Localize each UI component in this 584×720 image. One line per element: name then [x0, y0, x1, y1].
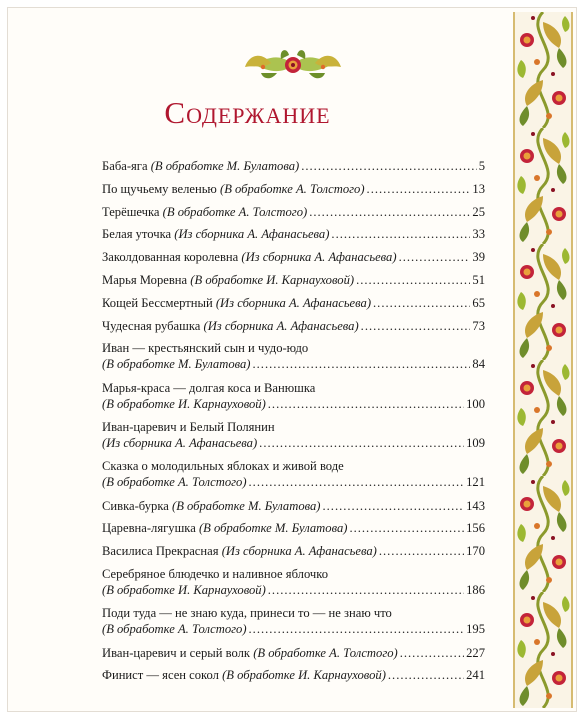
toc-entry: Марья-краса — долгая коса и Ванюшка (В обработке И. Карнауховой) ..... 100 — [102, 380, 485, 419]
toc-entry: Баба-яга (В обработке М. Булатова) ..... 5 — [102, 158, 485, 181]
toc-entry: Финист — ясен сокол (В обработке И. Карнауховой) ..... 241 — [102, 667, 485, 690]
toc-entry: Чудесная рубашка (Из сборника А. Афанасьева) ..... 73 — [102, 318, 485, 341]
page-number: 170 — [466, 544, 485, 559]
page-number: 100 — [466, 396, 485, 411]
page-number: 73 — [472, 318, 485, 333]
floral-ornament — [241, 45, 345, 85]
page-number: 51 — [472, 272, 485, 287]
folk-ornament-border — [513, 12, 573, 708]
toc-entry: Сказка о молодильных яблоках и живой воде (В обработке А. Толстого) ..... 121 — [102, 458, 485, 497]
toc-entry: Марья Моревна (В обработке И. Карнауховой) ..... 51 — [102, 272, 485, 295]
page-number: 227 — [466, 645, 485, 660]
toc-entry: Сивка-бурка (В обработке М. Булатова) ..... 143 — [102, 498, 485, 521]
page-number: 5 — [478, 159, 485, 173]
toc-entry: Иван-царевич и Белый Полянин (Из сборника А. Афанасьева) ..... 109 — [102, 419, 485, 458]
table-of-contents — [102, 158, 485, 690]
page-number: 84 — [472, 357, 485, 372]
toc-entry: Серебряное блюдечко и наливное яблочко (В обработке И. Карнауховой) ..... 186 — [102, 566, 485, 605]
toc-entry: Поди туда — не знаю куда, принеси то — не знаю что (В обработке А. Толстого) ..... 195 — [102, 605, 485, 644]
page-number: 186 — [466, 582, 485, 597]
toc-entry: Иван — крестьянский сын и чудо-юдо (В обработке М. Булатова) ..... 84 — [102, 340, 485, 379]
page-number: 33 — [472, 227, 485, 242]
page-number: 65 — [472, 295, 485, 310]
page-number: 195 — [466, 622, 485, 637]
toc-entry: По щучьему веленью (В обработке А. Толстого) ..... 13 — [102, 181, 485, 204]
page-number: 13 — [472, 181, 485, 196]
toc-entry: Заколдованная королевна (Из сборника А. Афанасьева) ..... 39 — [102, 249, 485, 272]
toc-entry: Иван-царевич и серый волк (В обработке А. Толстого) ..... 227 — [102, 645, 485, 668]
toc-entry: Кощей Бессмертный (Из сборника А. Афанасьева) ..... 65 — [102, 295, 485, 318]
toc-entry: Царевна-лягушка (В обработке М. Булатова) ..... 156 — [102, 520, 485, 543]
page-number: 143 — [466, 498, 485, 513]
page-number: 109 — [466, 435, 485, 450]
toc-entry: Василиса Прекрасная (Из сборника А. Афанасьева) ..... 170 — [102, 543, 485, 566]
toc-entry: Терёшечка (В обработке А. Толстого) ..... 25 — [102, 204, 485, 227]
page-title: Содержание — [164, 95, 331, 130]
page-number: 39 — [472, 250, 485, 265]
page-number: 156 — [466, 521, 485, 536]
toc-entry: Белая уточка (Из сборника А. Афанасьева) ..... 33 — [102, 226, 485, 249]
page-number: 121 — [466, 475, 485, 490]
page-number: 25 — [472, 204, 485, 219]
page-number: 241 — [466, 668, 485, 683]
